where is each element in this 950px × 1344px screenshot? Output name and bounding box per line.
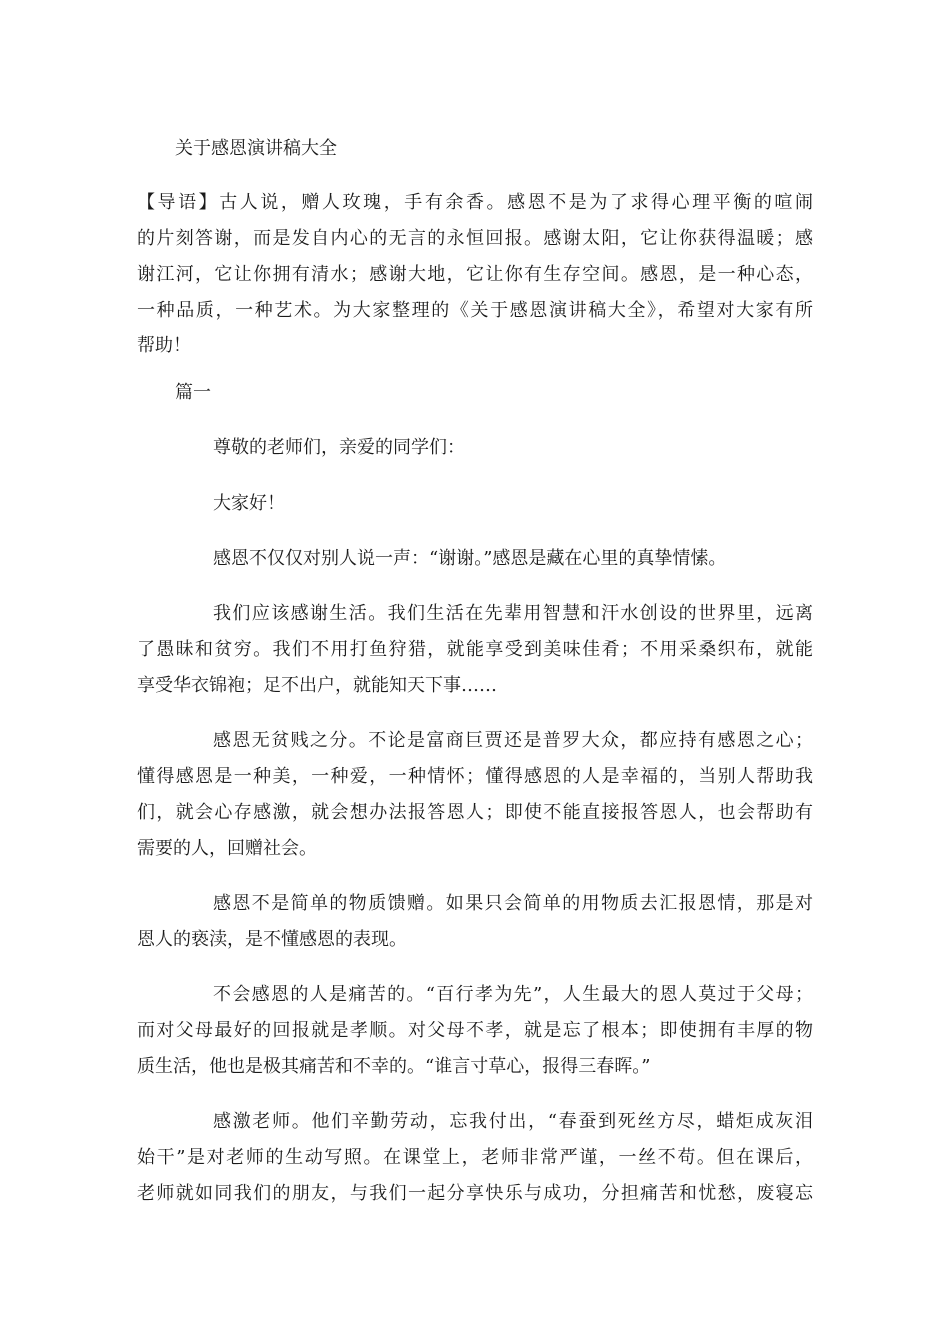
salutation: 尊敬的老师们，亲爱的同学们：: [213, 437, 465, 458]
paragraph-1: 感恩不仅仅对别人说一声：“谢谢。”感恩是藏在心里的真挚情愫。: [213, 548, 727, 569]
paragraph-4-line: 恩人的亵渎，是不懂感恩的表现。: [137, 929, 407, 950]
paragraph-6-line: 始干”是对老师的生动写照。在课堂上，老师非常严谨，一丝不苟。但在课后，: [137, 1147, 813, 1168]
paragraph-3-line: 感恩无贫贱之分。不论是富商巨贾还是普罗大众，都应持有感恩之心；: [213, 730, 813, 751]
paragraph-3-line: 懂得感恩是一种美，一种爱，一种情怀；懂得感恩的人是幸福的，当别人帮助我: [137, 766, 813, 787]
paragraph-2-line: 了愚昧和贫穷。我们不用打鱼狩猎，就能享受到美味佳肴；不用采桑织布，就能: [137, 639, 813, 660]
intro-line: 【导语】古人说，赠人玫瑰，手有余香。感恩不是为了求得心理平衡的喧闹: [137, 192, 813, 213]
paragraph-3-line: 们，就会心存感激，就会想办法报答恩人；即使不能直接报答恩人，也会帮助有: [137, 802, 813, 823]
paragraph-4-line: 感恩不是简单的物质馈赠。如果只会简单的用物质去汇报恩情，那是对: [213, 893, 813, 914]
section-label: 篇一: [175, 382, 211, 403]
intro-line: 帮助！: [137, 335, 191, 356]
paragraph-2-line: 享受华衣锦袍；足不出户，就能知天下事……: [137, 675, 497, 696]
paragraph-5-line: 不会感恩的人是痛苦的。“百行孝为先”，人生最大的恩人莫过于父母；: [213, 984, 813, 1005]
paragraph-5-line: 质生活，他也是极其痛苦和不幸的。“谁言寸草心，报得三春晖。”: [137, 1056, 651, 1077]
paragraph-5-line: 而对父母最好的回报就是孝顺。对父母不孝，就是忘了根本；即使拥有丰厚的物: [137, 1020, 813, 1041]
intro-line: 谢江河，它让你拥有清水；感谢大地，它让你有生存空间。感恩，是一种心态，: [137, 264, 813, 285]
intro-line: 一种品质，一种艺术。为大家整理的《关于感恩演讲稿大全》，希望对大家有所: [137, 300, 813, 321]
paragraph-6-line: 老师就如同我们的朋友，与我们一起分享快乐与成功，分担痛苦和忧愁，废寝忘: [137, 1183, 813, 1204]
greeting: 大家好！: [213, 493, 285, 514]
intro-line: 的片刻答谢，而是发自内心的无言的永恒回报。感谢太阳，它让你获得温暖；感: [137, 228, 813, 249]
paragraph-6-line: 感激老师。他们辛勤劳动，忘我付出，“春蚕到死丝方尽，蜡炬成灰泪: [213, 1111, 813, 1132]
paragraph-2-line: 我们应该感谢生活。我们生活在先辈用智慧和汗水创设的世界里，远离: [213, 603, 813, 624]
document-title: 关于感恩演讲稿大全: [175, 138, 337, 159]
paragraph-3-line: 需要的人，回赠社会。: [137, 838, 317, 859]
